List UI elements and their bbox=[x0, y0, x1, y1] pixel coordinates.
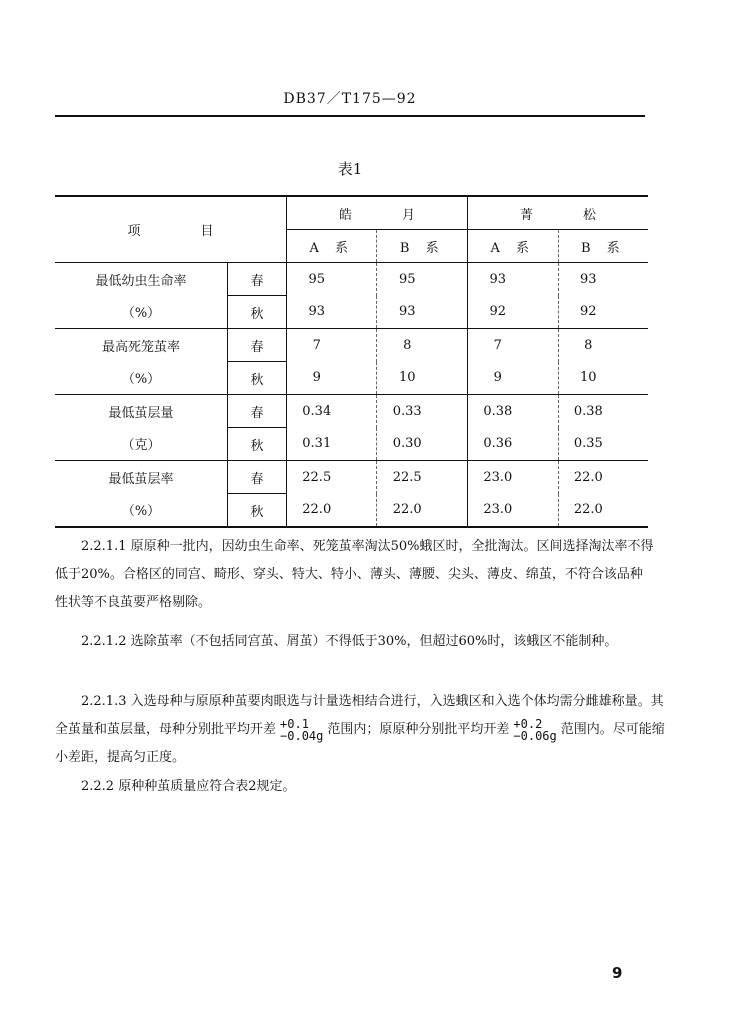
tolerance-lower: −0.06g bbox=[513, 728, 557, 743]
row-season: 秋 bbox=[228, 428, 287, 461]
row-item: （%） bbox=[121, 372, 161, 388]
cell-value: 23.0 bbox=[467, 494, 558, 528]
row-season: 春 bbox=[228, 461, 287, 494]
cell-value: 93 bbox=[558, 263, 648, 296]
cell-value: 0.31 bbox=[287, 428, 377, 461]
table-row bbox=[55, 395, 648, 428]
subheader-jingsong-a: A 系 bbox=[467, 230, 558, 263]
cell-value: 92 bbox=[467, 296, 558, 329]
cell-value: 22.0 bbox=[558, 461, 648, 494]
paragraph-2-2-1-2: 2.2.1.2 选除茧率（不包括同宫茧、屑茧）不得低于30%，但超过60%时，该蛾区不能制种。 bbox=[81, 634, 618, 649]
cell-value: 95 bbox=[287, 263, 377, 296]
cell-value: 0.36 bbox=[467, 428, 558, 461]
cell-value: 8 bbox=[377, 329, 468, 362]
table-row bbox=[55, 362, 648, 395]
group-header-jingsong: 菁松 bbox=[467, 196, 648, 230]
row-season: 秋 bbox=[228, 296, 287, 329]
item-header: 项目 bbox=[55, 196, 287, 263]
paragraph-text: 范围内；原原种分别批平均开差 bbox=[327, 722, 510, 737]
cell-value: 22.0 bbox=[558, 494, 648, 528]
cell-value: 9 bbox=[467, 362, 558, 395]
row-season: 秋 bbox=[228, 362, 287, 395]
cell-value: 92 bbox=[558, 296, 648, 329]
subheader-haoyue-b: B 系 bbox=[377, 230, 468, 263]
row-season: 春 bbox=[228, 329, 287, 362]
tolerance-original-seed bbox=[513, 718, 556, 742]
cell-value: 0.38 bbox=[558, 395, 648, 428]
cell-value: 10 bbox=[558, 362, 648, 395]
subheader-haoyue-a: A 系 bbox=[287, 230, 377, 263]
cell-value: 10 bbox=[377, 362, 468, 395]
cell-value: 0.38 bbox=[467, 395, 558, 428]
cell-value: 7 bbox=[287, 329, 377, 362]
cell-value: 95 bbox=[377, 263, 468, 296]
row-item: 最低幼虫生命率 bbox=[55, 263, 228, 296]
cell-value: 8 bbox=[558, 329, 648, 362]
cell-value: 22.5 bbox=[287, 461, 377, 494]
cell-value: 93 bbox=[377, 296, 468, 329]
page-number: 9 bbox=[612, 964, 623, 982]
cell-value: 0.30 bbox=[377, 428, 468, 461]
cell-value: 22.0 bbox=[377, 494, 468, 528]
cell-value: 93 bbox=[467, 263, 558, 296]
tolerance-mother-seed bbox=[280, 718, 323, 742]
row-season: 秋 bbox=[228, 494, 287, 528]
table-row bbox=[55, 494, 648, 528]
paragraph-text: 2.2.1.3 入选母种与原原种茧要肉眼选与计量选相结合进行，入选蛾区和入选个体均需分雌雄称量。其全茧量和茧层量，母种分别批平均开差 bbox=[55, 694, 664, 737]
group-header-haoyue: 皓月 bbox=[287, 196, 468, 230]
header-rule bbox=[55, 115, 645, 117]
tolerance-upper: +0.1 bbox=[280, 716, 309, 731]
table-row bbox=[55, 329, 648, 362]
cell-value: 22.5 bbox=[377, 461, 468, 494]
row-item: （克） bbox=[121, 438, 161, 454]
cell-value: 7 bbox=[467, 329, 558, 362]
cell-value: 93 bbox=[287, 296, 377, 329]
row-season: 春 bbox=[228, 395, 287, 428]
cell-value: 22.0 bbox=[287, 494, 377, 528]
paragraph-2-2-1-1: 2.2.1.1 原原种一批内，因幼虫生命率、死笼茧率淘汰50%蛾区时，全批淘汰。区间选择淘汰率不得低于20%。合格区的同宫、畸形、穿头、特大、特小、薄头、薄腰、尖头、薄皮、绵茧，不符合该品种性状等不良茧要严格剔除。 bbox=[55, 539, 654, 610]
tolerance-upper: +0.2 bbox=[513, 716, 543, 731]
cell-value: 0.35 bbox=[558, 428, 648, 461]
row-item: 最低茧层量 bbox=[55, 395, 228, 428]
row-season: 春 bbox=[228, 263, 287, 296]
cell-value: 0.34 bbox=[287, 395, 377, 428]
cell-value: 9 bbox=[287, 362, 377, 395]
cell-value: 23.0 bbox=[467, 461, 558, 494]
table-row bbox=[55, 461, 648, 494]
row-item: 最高死笼茧率 bbox=[55, 329, 228, 362]
tolerance-lower: −0.04g bbox=[280, 728, 324, 743]
row-item: （%） bbox=[121, 504, 161, 520]
row-item: 最低茧层率 bbox=[55, 461, 228, 494]
row-item: （%） bbox=[121, 306, 161, 322]
paragraph-text: 范围内。尽可能缩小差距，提高匀正度。 bbox=[55, 722, 665, 765]
table-row bbox=[55, 263, 648, 296]
document-code: DB37／T175—92 bbox=[283, 91, 417, 107]
quality-table bbox=[55, 195, 648, 528]
table-row bbox=[55, 296, 648, 329]
paragraph-2-2-2: 2.2.2 原种种茧质量应符合表2规定。 bbox=[81, 779, 296, 794]
cell-value: 0.33 bbox=[377, 395, 468, 428]
subheader-jingsong-b: B 系 bbox=[558, 230, 648, 263]
paragraph-2-2-1-3 bbox=[55, 688, 665, 772]
table-row bbox=[55, 428, 648, 461]
table-title: 表1 bbox=[337, 160, 363, 178]
